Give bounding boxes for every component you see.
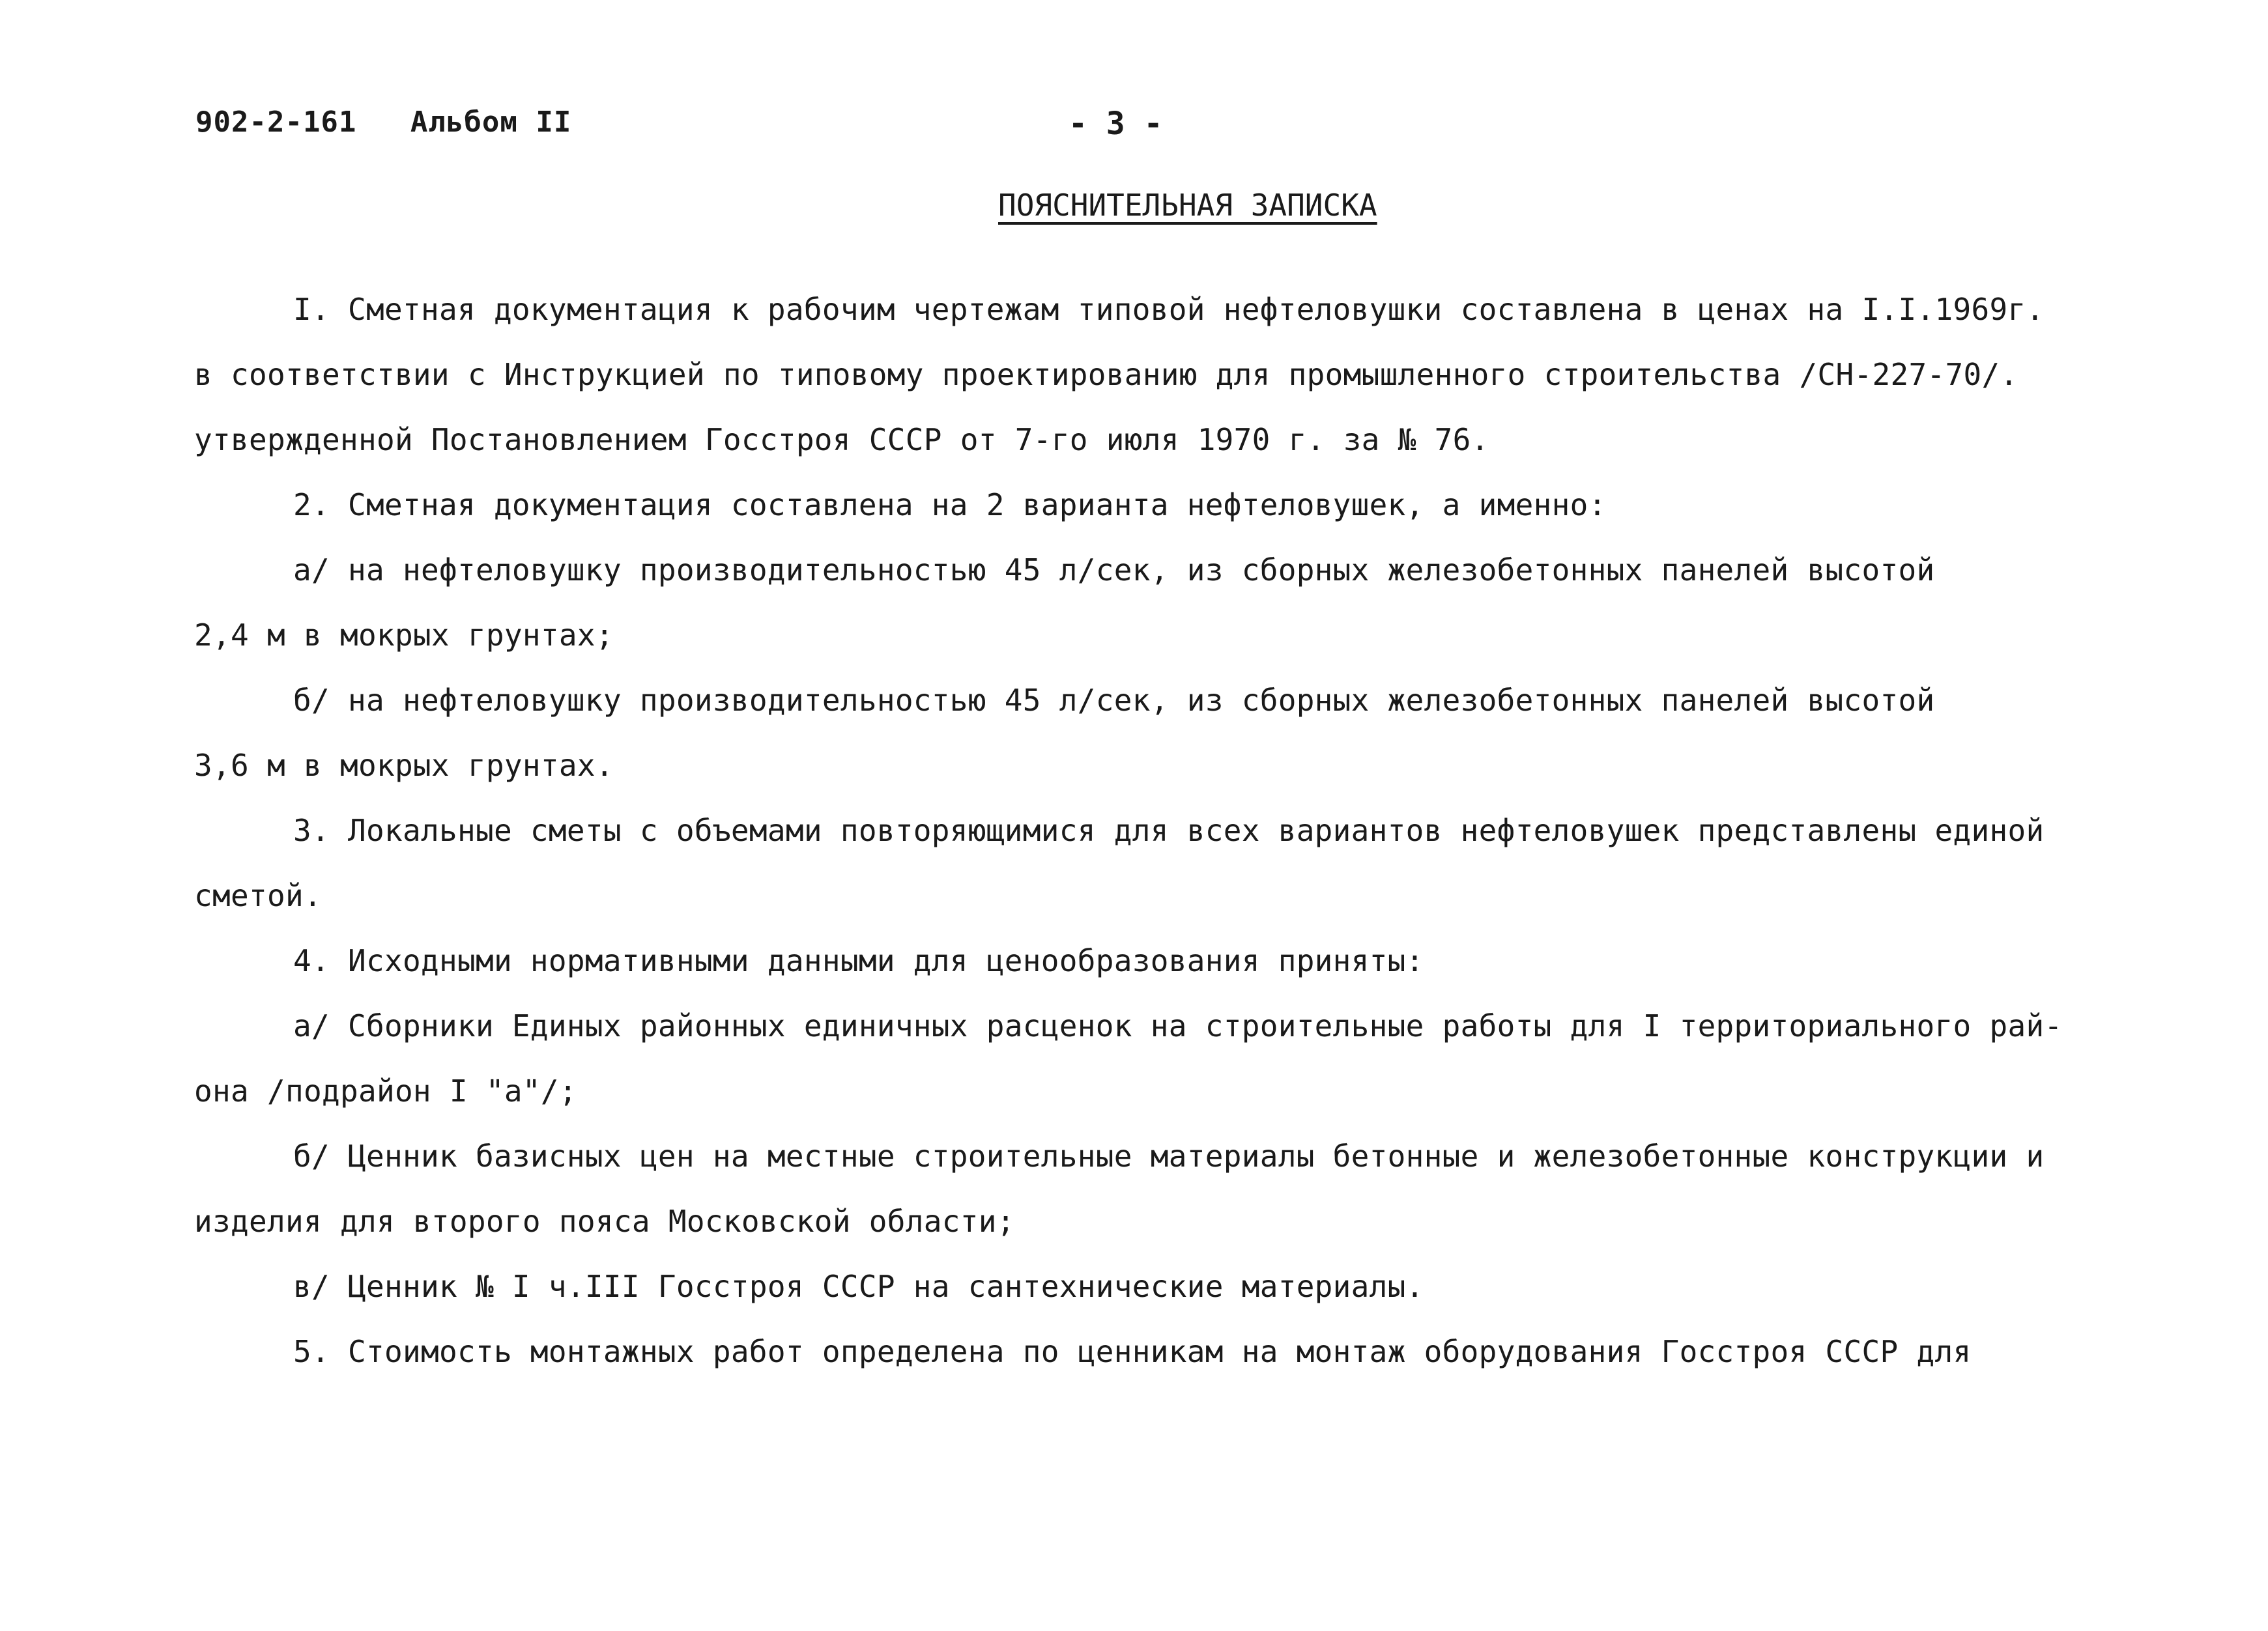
text-line: в соответствии с Инструкцией по типовому проектированию для промышленного строительства /СН-227-70/.	[194, 357, 2018, 392]
text-line: 3. Локальные сметы с объемами повторяющимися для всех вариантов нефтеловушек представлены единой	[293, 813, 2045, 848]
text-line: сметой.	[194, 878, 322, 913]
text-line: I. Сметная документация к рабочим чертежам типовой нефтеловушки составлена в ценах на I.I.1969г.	[293, 292, 2045, 327]
text-line: б/ Ценник базисных цен на местные строительные материалы бетонные и железобетонные конструкции и	[293, 1139, 2045, 1174]
text-line: она /подрайон I "а"/;	[194, 1073, 577, 1109]
text-line: а/ на нефтеловушку производительностью 45 л/сек, из сборных железобетонных панелей высотой	[293, 552, 1935, 588]
text-line: утвержденной Постановлением Госстроя СССР от 7-го июля 1970 г. за № 76.	[194, 422, 1489, 457]
text-line: 2. Сметная документация составлена на 2 варианта нефтеловушек, а именно:	[293, 487, 1607, 522]
series-code: 902-2-161	[195, 106, 357, 139]
text-line: в/ Ценник № I ч.III Госстроя СССР на сантехнические материалы.	[293, 1269, 1424, 1304]
text-line: а/ Сборники Единых районных единичных расценок на строительные работы для I территориального рай-	[293, 1008, 2063, 1043]
text-line: изделия для второго пояса Московской области;	[194, 1204, 1015, 1239]
text-line: б/ на нефтеловушку производительностью 45 л/сек, из сборных железобетонных панелей высотой	[293, 683, 1935, 718]
text-line: 2,4 м в мокрых грунтах;	[194, 617, 614, 653]
album-label: Альбом II	[410, 106, 572, 139]
text-line: 3,6 м в мокрых грунтах.	[194, 748, 614, 783]
page-number: - 3 -	[1069, 106, 1163, 142]
text-line: 5. Стоимость монтажных работ определена по ценникам на монтаж оборудования Госстроя СССР для	[293, 1334, 1972, 1369]
document-header-code	[195, 106, 571, 139]
text-line: 4. Исходными нормативными данными для ценообразования приняты:	[293, 943, 1424, 978]
document-title: ПОЯСНИТЕЛЬНАЯ ЗАПИСКА	[998, 188, 1377, 223]
body-text	[194, 277, 2201, 1384]
